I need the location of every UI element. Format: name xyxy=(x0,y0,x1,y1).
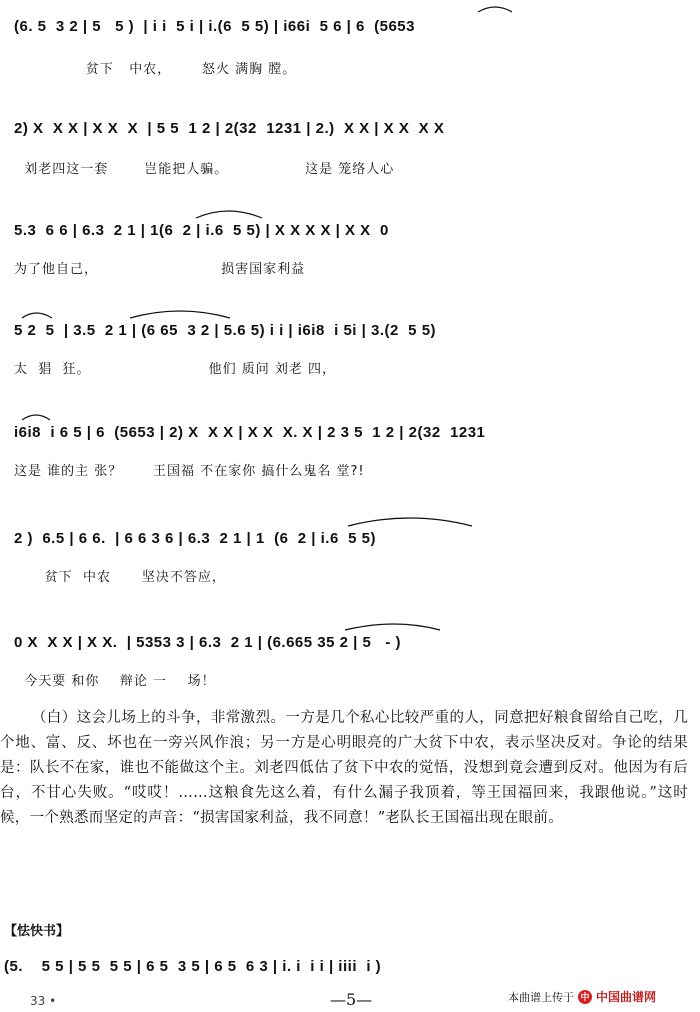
lyrics-line: 为了他自己， 损害国家利益 xyxy=(14,262,306,277)
notation-line: 2) X X X | X X X | 5 5 1 2 | 2(32 1231 | 2.) X X | X X X X xyxy=(14,120,445,137)
notation-line: 2 ) 6.5 | 6 6. | 6 6 3 6 | 6.3 2 1 | 1 (6 2 | i.6 5 5) xyxy=(14,530,376,547)
notation-line: (5. 5 5 | 5 5 5 5 | 6 5 3 5 | 6 5 6 3 | i. i i i | iiii i ) xyxy=(4,958,382,975)
notation-line: i6i8 i 6 5 | 6 (5653 | 2) X X X | X X X. X | 2 3 5 1 2 | 2(32 1231 xyxy=(14,424,486,441)
slur-arc xyxy=(478,7,512,12)
notation-line: 0 X X X | X X. | 5353 3 | 6.3 2 1 | (6.665 35 2 | 5 - ) xyxy=(14,634,402,651)
slur-arc xyxy=(22,313,52,318)
notation-line: (6. 5 3 2 | 5 5 ) | i i 5 i | i.(6 5 5) | i66i 5 6 | 6 (5653 xyxy=(14,18,415,35)
page-corner-mark: 33 • xyxy=(30,994,57,1008)
slur-arc xyxy=(22,415,50,420)
lyrics-line: 太 猖 狂。 他们 质问 刘老 四， xyxy=(14,362,336,377)
section-label: 【怯快书】 xyxy=(4,924,70,939)
lyrics-line: 今天要 和你 辩论 一 场！ xyxy=(14,674,216,689)
lyrics-line: 贫下 中农 坚决不答应， xyxy=(14,570,226,585)
slur-arc xyxy=(348,518,472,526)
notation-line: 5.3 6 6 | 6.3 2 1 | 1(6 2 | i.6 5 5) | X X X X | X X 0 xyxy=(14,222,389,239)
watermark-site: 中国曲谱网 xyxy=(596,990,657,1004)
narration-paragraph: （白）这会儿场上的斗争，非常激烈。一方是几个私心比较严重的人，同意把好粮食留给自己吃，几个地、富、反、坏也在一旁兴风作浪；另一方是心明眼亮的广大贫下中农，表示坚决反对。争论的结果是：队长不在家，谁也不能做这个主。刘老四低估了贫下中农的觉悟，没想到竟会遭到反对。他因为有后台，不甘心失败。“哎哎！……这粮食先这么着，有什么漏子我顶着，等王国福回来，我跟他说。”这时候，一个熟悉而坚定的声音：“损害国家利益，我不同意！”老队长王国福出现在眼前。 xyxy=(0,710,688,826)
site-logo-icon: 中 xyxy=(578,990,592,1004)
slur-arc xyxy=(345,624,440,630)
watermark xyxy=(508,988,656,1005)
watermark-prefix: 本曲谱上传于 xyxy=(508,990,574,1004)
lyrics-line: 刘老四这一套 岂能把人骗。 这是 笼络人心 xyxy=(14,162,395,177)
slur-arc xyxy=(196,211,262,218)
page-number: —5— xyxy=(330,990,373,1009)
slur-arc xyxy=(130,311,230,318)
notation-line: 5 2 5 | 3.5 2 1 | (6 65 3 2 | 5.6 5) i i | i6i8 i 5i | 3.(2 5 5) xyxy=(14,322,437,339)
lyrics-line: 这是 谁的主 张？ 王国福 不在家你 搞什么鬼名 堂?! xyxy=(14,464,365,479)
lyrics-line: 贫下 中农， 怒火 满胸 膛。 xyxy=(14,62,297,77)
